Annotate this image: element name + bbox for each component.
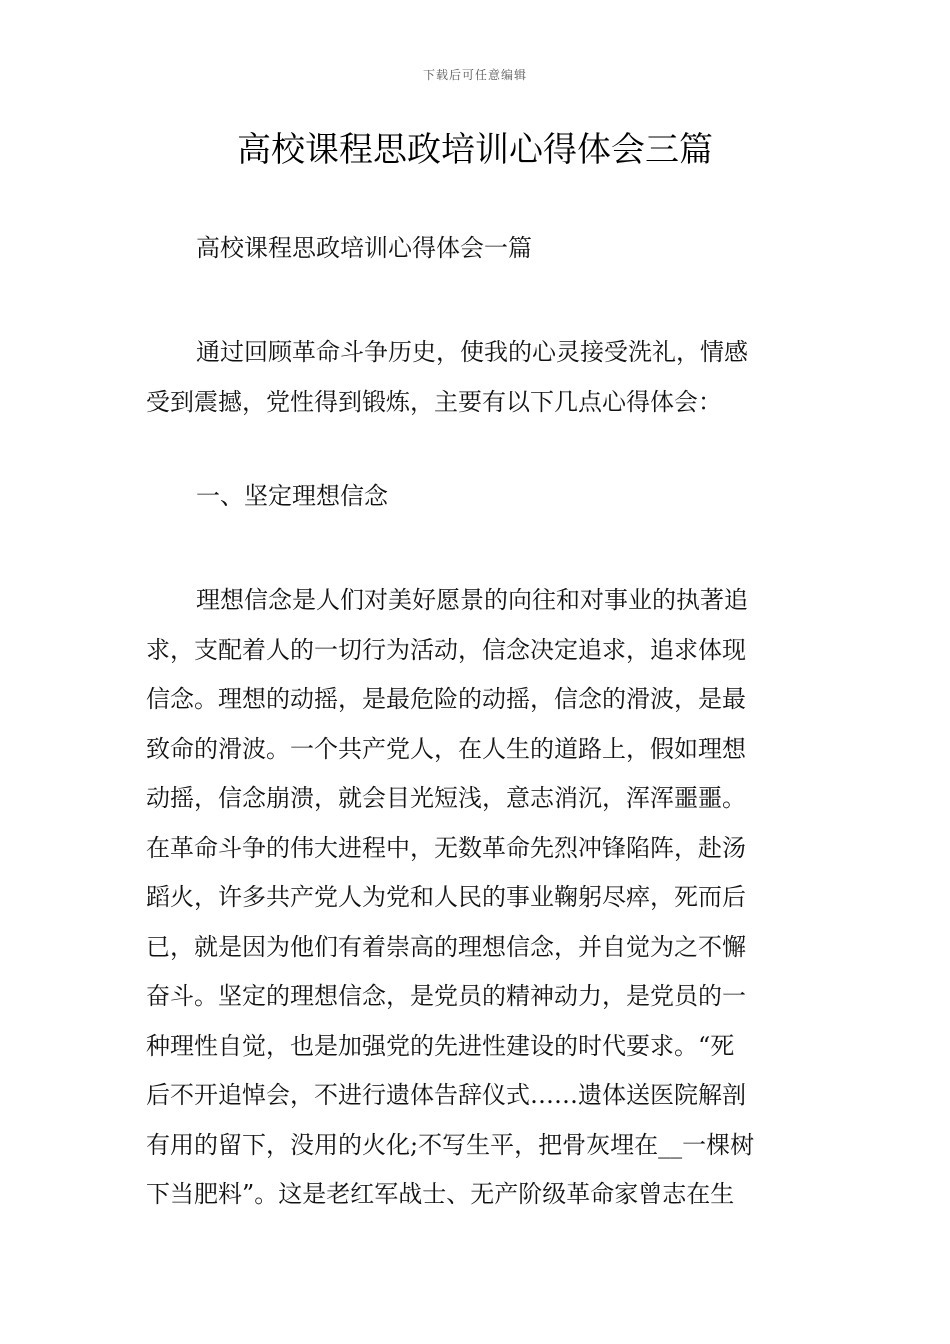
subtitle: 高校课程思政培训心得体会一篇: [196, 234, 532, 262]
section-heading: 一、坚定理想信念: [196, 482, 388, 510]
paragraph-line: 理想信念是人们对美好愿景的向往和对事业的执著追: [196, 586, 748, 614]
paragraph-line: 信念。理想的动摇，是最危险的动摇，信念的滑波，是最: [146, 685, 746, 713]
section-paragraph: [146, 576, 810, 1220]
document-title: 高校课程思政培训心得体会三篇: [237, 130, 713, 170]
paragraph-line: 有用的留下，没用的火化;不写生平，把骨灰埋在__一棵树: [146, 1130, 755, 1159]
paragraph-line: 下当肥料”。这是老红军战士、无产阶级革命家曾志在生: [146, 1180, 735, 1208]
paragraph-line: 已，就是因为他们有着崇高的理想信念，并自觉为之不懈: [146, 932, 746, 961]
paragraph-line: 奋斗。坚定的理想信念，是党员的精神动力，是党员的一: [146, 982, 746, 1010]
intro-paragraph: [146, 328, 810, 427]
header-note: 下载后可任意编辑: [422, 68, 527, 82]
paragraph-line: 动摇，信念崩溃，就会目光短浅，意志消沉，浑浑噩噩。: [146, 784, 746, 812]
paragraph-line: 种理性自觉，也是加强党的先进性建设的时代要求。“死: [146, 1031, 735, 1060]
paragraph-line: 后不开追悼会，不进行遗体告辞仪式……遗体送医院解剖: [146, 1081, 746, 1109]
paragraph-line: 求，支配着人的一切行为活动，信念决定追求，追求体现: [146, 635, 746, 664]
paragraph-line: 受到震撼，党性得到锻炼，主要有以下几点心得体会：: [146, 387, 722, 416]
paragraph-line: 通过回顾革命斗争历史，使我的心灵接受洗礼，情感: [196, 338, 748, 366]
paragraph-line: 致命的滑波。一个共产党人，在人生的道路上，假如理想: [146, 734, 746, 763]
paragraph-line: 蹈火，许多共产党人为党和人民的事业鞠躬尽瘁，死而后: [146, 883, 746, 911]
paragraph-line: 在革命斗争的伟大进程中，无数革命先烈冲锋陷阵，赴汤: [146, 833, 746, 862]
